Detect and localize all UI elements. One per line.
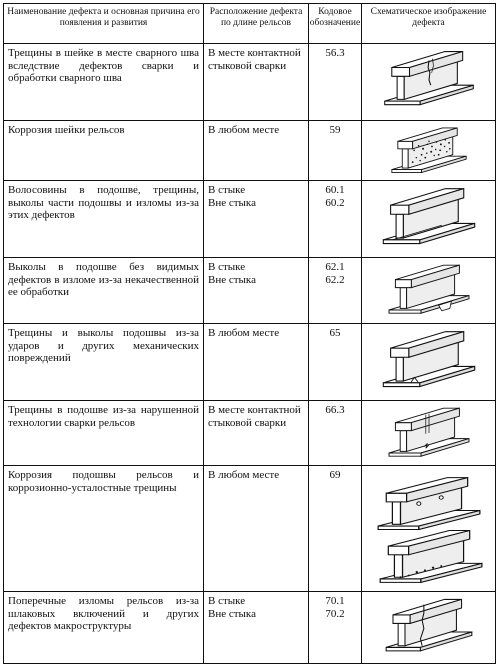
defect-location: В месте контактной bbox=[208, 404, 301, 416]
defect-code: 70.1 bbox=[325, 595, 345, 607]
rail-base-weld-crack-icon bbox=[374, 405, 484, 461]
header-name: Наименование дефекта и основная причина его появления и развития bbox=[4, 4, 204, 44]
defect-location: В месте контактной bbox=[208, 47, 301, 59]
rail-transverse-break-icon bbox=[374, 596, 484, 656]
defect-name: Трещины в шейке в месте сварного шва вследствие дефектов сварки и обработки сварного шва bbox=[8, 47, 199, 84]
defects-table bbox=[3, 3, 496, 664]
defect-location: Вне стыка bbox=[208, 273, 256, 286]
defect-location: Вне стыка bbox=[208, 196, 256, 209]
header-location: Расположение дефекта по длине рельсов bbox=[204, 4, 309, 44]
table-row bbox=[4, 181, 496, 258]
defect-location: В любом месте bbox=[208, 469, 280, 481]
defect-code: 66.3 bbox=[325, 404, 345, 416]
defect-code: 65 bbox=[329, 327, 341, 339]
table-row bbox=[4, 324, 496, 401]
table-row bbox=[4, 401, 496, 466]
defect-location: В стыке bbox=[208, 184, 246, 196]
defect-name: Коррозия шейки рельсов bbox=[8, 124, 125, 136]
rail-base-impact-icon bbox=[374, 328, 484, 392]
rail-weld-crack-icon bbox=[374, 48, 484, 110]
defect-code: 62.2 bbox=[325, 273, 345, 286]
defect-location: В любом месте bbox=[208, 327, 280, 339]
defect-code: 60.1 bbox=[325, 184, 345, 196]
defect-location: В любом месте bbox=[208, 124, 280, 136]
rail-base-chip-icon bbox=[374, 262, 484, 318]
header-image: Схематическое изображение дефекта bbox=[362, 4, 496, 44]
table-row bbox=[4, 121, 496, 181]
defect-name: Выколы в подошве без видимых дефектов в изломе из-за некачественной ее обработки bbox=[8, 261, 199, 298]
table-row bbox=[4, 258, 496, 324]
defect-name: Поперечные изломы рельсов из-за шлаковых включений и других дефектов макроструктуры bbox=[8, 595, 199, 632]
table-row bbox=[4, 44, 496, 121]
defect-code: 70.2 bbox=[325, 607, 345, 620]
defect-location: Вне стыка bbox=[208, 607, 256, 620]
defect-code: 56.3 bbox=[325, 47, 345, 59]
defect-code: 60.2 bbox=[325, 196, 345, 209]
rail-base-corrosion-icon bbox=[369, 470, 489, 588]
defect-code: 62.1 bbox=[325, 261, 345, 273]
defect-location: стыковой сварки bbox=[208, 59, 287, 72]
defect-name: Волосовины в подошве, трещины, выколы части подошвы и изломы из-за этих дефектов bbox=[8, 184, 199, 221]
defect-code: 69 bbox=[329, 469, 341, 481]
table-row bbox=[4, 466, 496, 592]
defect-name: Коррозия подошвы рельсов и коррозионно-усталостные трещины bbox=[8, 469, 199, 494]
defect-code: 59 bbox=[329, 124, 341, 136]
defect-location: В стыке bbox=[208, 261, 246, 273]
rail-base-seam-icon bbox=[374, 185, 484, 249]
defect-location: стыковой сварки bbox=[208, 416, 287, 429]
header-row bbox=[4, 4, 496, 44]
rail-web-corrosion-icon bbox=[374, 125, 484, 177]
defect-name: Трещины в подошве из-за нарушенной технологии сварки рельсов bbox=[8, 404, 199, 429]
table-row bbox=[4, 592, 496, 664]
defect-location: В стыке bbox=[208, 595, 246, 607]
header-code: Кодовое обозначение bbox=[309, 4, 362, 44]
defect-name: Трещины и выколы подошвы из-за ударов и других механических повреждений bbox=[8, 327, 199, 364]
